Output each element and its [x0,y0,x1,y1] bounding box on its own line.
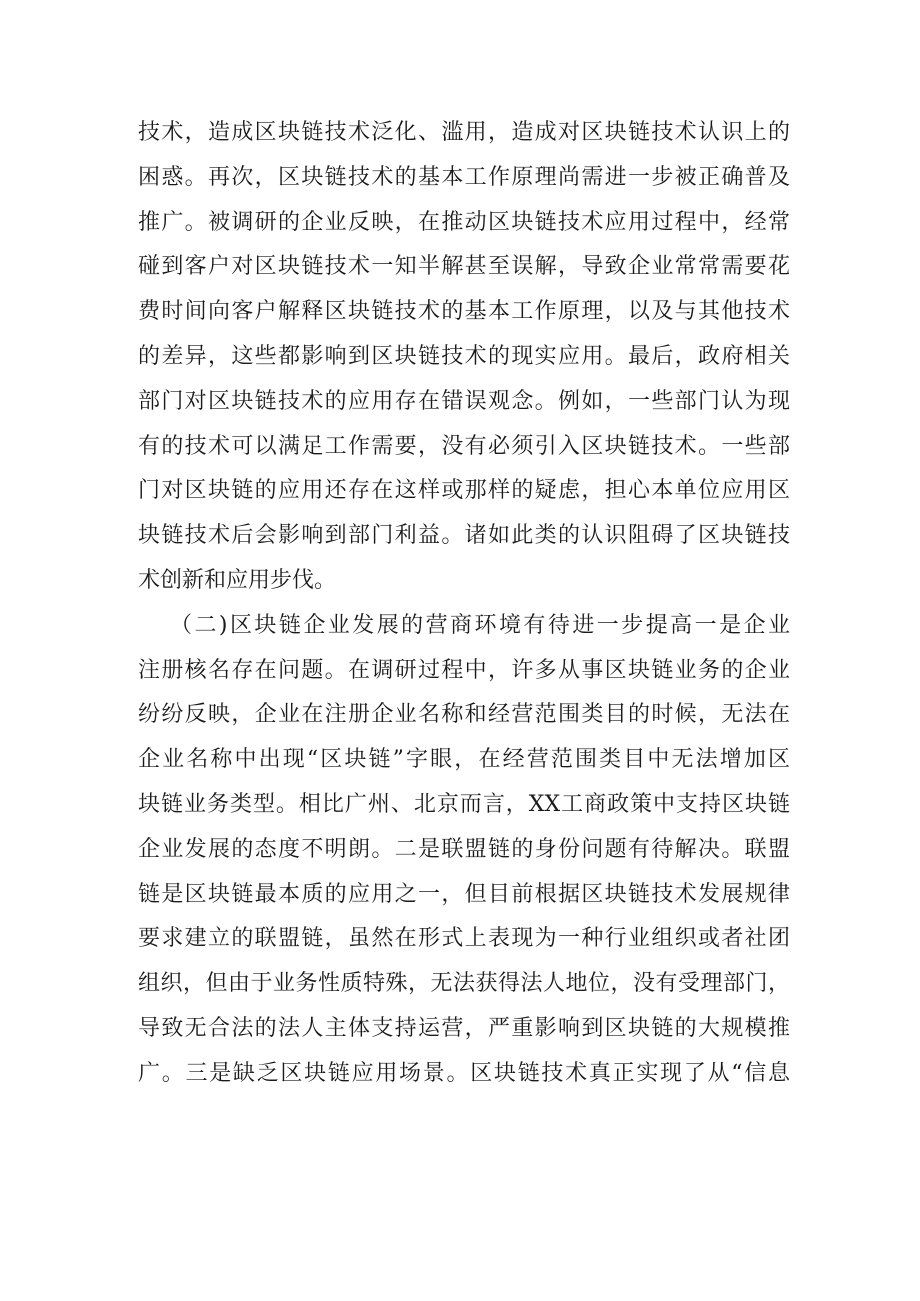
text-line: 有的技术可以满足工作需要，没有必须引入区块链技术。一些部 [138,433,790,459]
body-text [138,111,790,1097]
text-line: 要求建立的联盟链，虽然在形式上表现为一种行业组织或者社团 [138,926,790,952]
paragraph-end-line: 术创新和应用步伐。 [138,567,337,593]
text-line: 广。三是缺乏区块链应用场景。区块链技术真正实现了从“信息 [138,1060,790,1086]
text-line: 导致无合法的法人主体支持运营，严重影响到区块链的大规模推 [138,1015,790,1041]
text-line: 注册核名存在问题。在调研过程中，许多从事区块链业务的企业 [138,657,790,683]
text-line: 企业名称中出现“区块链”字眼，在经营范围类目中无法增加区 [138,747,790,773]
text-line: 的差异，这些都影响到区块链技术的现实应用。最后，政府相关 [138,343,790,369]
text-line: 门对区块链的应用还存在这样或那样的疑虑，担心本单位应用区 [138,478,790,504]
text-line: 企业发展的态度不明朗。二是联盟链的身份问题有待解决。联盟 [138,836,790,862]
text-line: 部门对区块链技术的应用存在错误观念。例如，一些部门认为现 [138,388,790,414]
text-line: 技术，造成区块链技术泛化、滥用，造成对区块链技术认识上的 [138,120,790,145]
text-line: 链是区块链最本质的应用之一，但目前根据区块链技术发展规律 [138,881,790,907]
text-line: 组织，但由于业务性质特殊，无法获得法人地位，没有受理部门， [138,971,790,997]
text-line: 纷纷反映，企业在注册企业名称和经营范围类目的时候，无法在 [138,702,790,728]
text-line: 困惑。再次，区块链技术的基本工作原理尚需进一步被正确普及 [138,164,790,190]
text-line: 块链业务类型。相比广州、北京而言，XX工商政策中支持区块链 [138,791,790,817]
text-line: 费时间向客户解释区块链技术的基本工作原理，以及与其他技术 [138,299,790,325]
text-line: 碰到客户对区块链技术一知半解甚至误解，导致企业常常需要花 [138,254,790,280]
text-line: 块链技术后会影响到部门利益。诸如此类的认识阻碍了区块链技 [138,523,790,549]
text-line: 推广。被调研的企业反映，在推动区块链技术应用过程中，经常 [138,209,790,235]
section-heading-line: （二)区块链企业发展的营商环境有待进一步提高一是企业 [170,612,790,638]
